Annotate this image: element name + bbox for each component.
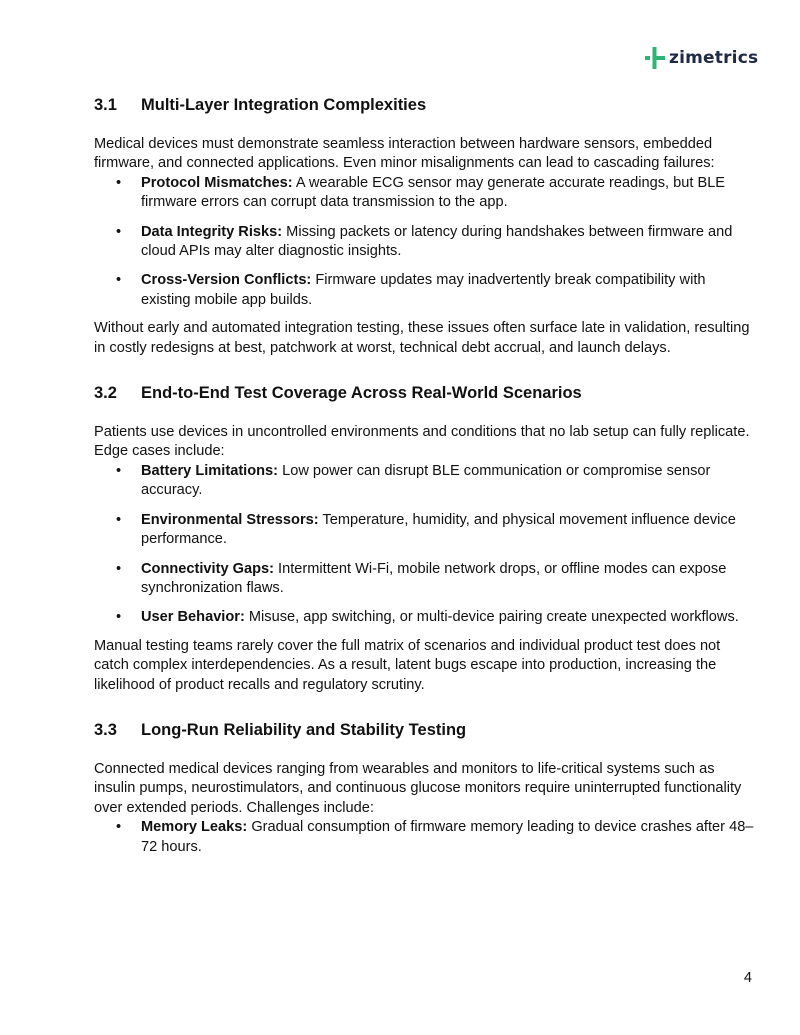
section-title: Long-Run Reliability and Stability Testing xyxy=(141,720,467,739)
list-item xyxy=(94,174,756,213)
bullet-text: Temperature, humidity, and physical movement influence device performance. xyxy=(141,511,736,548)
list-item xyxy=(94,560,756,599)
bullet-icon: • xyxy=(116,819,122,836)
bullet-term: Data Integrity Risks: xyxy=(141,223,283,240)
section-heading xyxy=(94,382,756,404)
bullet-icon: • xyxy=(116,560,122,577)
list-item xyxy=(94,462,756,501)
bullet-term: Memory Leaks: xyxy=(141,819,248,836)
list-item xyxy=(94,818,756,857)
bullet-icon: • xyxy=(116,223,122,240)
bullet-icon: • xyxy=(116,272,122,289)
bullet-term: Connectivity Gaps: xyxy=(141,560,274,577)
section-intro: Medical devices must demonstrate seamless interaction between hardware sensors, embedded firmware, and connected applications. Even minor misalignments can lead to cascading failures: xyxy=(94,136,715,172)
logo-text: zimetrics xyxy=(669,48,759,68)
company-logo xyxy=(645,46,758,70)
zimetrics-plus-icon xyxy=(645,47,665,69)
list-item xyxy=(94,223,756,262)
section-number: 3.1 xyxy=(94,96,117,114)
bullet-text: Intermittent Wi-Fi, mobile network drops, or offline modes can expose synchronization flaws. xyxy=(141,560,727,596)
bullet-list xyxy=(94,174,756,310)
page-number: 4 xyxy=(743,970,752,986)
bullet-text: Missing packets or latency during handshakes between firmware and cloud APIs may alter diagnostic insights. xyxy=(141,223,733,260)
bullet-term: Battery Limitations: xyxy=(141,462,279,479)
section-closing: Without early and automated integration testing, these issues often surface late in validation, resulting in costly redesigns at best, patchwork at worst, technical debt accrual, and launch delays. xyxy=(94,320,750,356)
bullet-icon: • xyxy=(116,609,122,626)
section-title: Multi-Layer Integration Complexities xyxy=(141,96,427,114)
bullet-list xyxy=(94,462,756,628)
list-item xyxy=(94,271,756,310)
section-heading xyxy=(94,719,756,741)
section-intro: Connected medical devices ranging from wearables and monitors to life-critical systems such as insulin pumps, neurostimulators, and continuous glucose monitors require uninterrupted functionality over extended periods. Challenges include: xyxy=(94,760,742,816)
bullet-icon: • xyxy=(116,174,122,191)
bullet-text: Gradual consumption of firmware memory leading to device crashes after 48–72 hours. xyxy=(141,819,754,855)
bullet-list xyxy=(94,818,756,857)
bullet-text: Misuse, app switching, or multi-device pairing create unexpected workflows. xyxy=(244,609,739,626)
bullet-term: Environmental Stressors: xyxy=(141,511,319,528)
bullet-text: Firmware updates may inadvertently break compatibility with existing mobile app builds. xyxy=(141,272,706,308)
section-number: 3.2 xyxy=(94,384,117,403)
section-heading xyxy=(94,94,756,116)
bullet-term: User Behavior: xyxy=(141,609,245,626)
bullet-text: A wearable ECG sensor may generate accurate readings, but BLE firmware errors can corrupt data transmission to the app. xyxy=(141,174,726,211)
bullet-term: Protocol Mismatches: xyxy=(141,174,293,191)
section-title: End-to-End Test Coverage Across Real-World Scenarios xyxy=(141,384,582,403)
bullet-icon: • xyxy=(116,462,122,479)
bullet-icon: • xyxy=(116,511,122,528)
bullet-term: Cross-Version Conflicts: xyxy=(141,272,312,289)
list-item xyxy=(94,608,756,627)
section-closing: Manual testing teams rarely cover the full matrix of scenarios and individual product test does not catch complex interdependencies. As a result, latent bugs escape into production, increasing the likelihood of product recalls and regulatory scrutiny. xyxy=(94,637,721,693)
section-number: 3.3 xyxy=(94,720,117,739)
document-body xyxy=(94,94,756,867)
bullet-text: Low power can disrupt BLE communication or compromise sensor accuracy. xyxy=(141,462,711,499)
list-item xyxy=(94,511,756,550)
section-intro: Patients use devices in uncontrolled environments and conditions that no lab setup can fully replicate. Edge cases include: xyxy=(94,424,750,460)
